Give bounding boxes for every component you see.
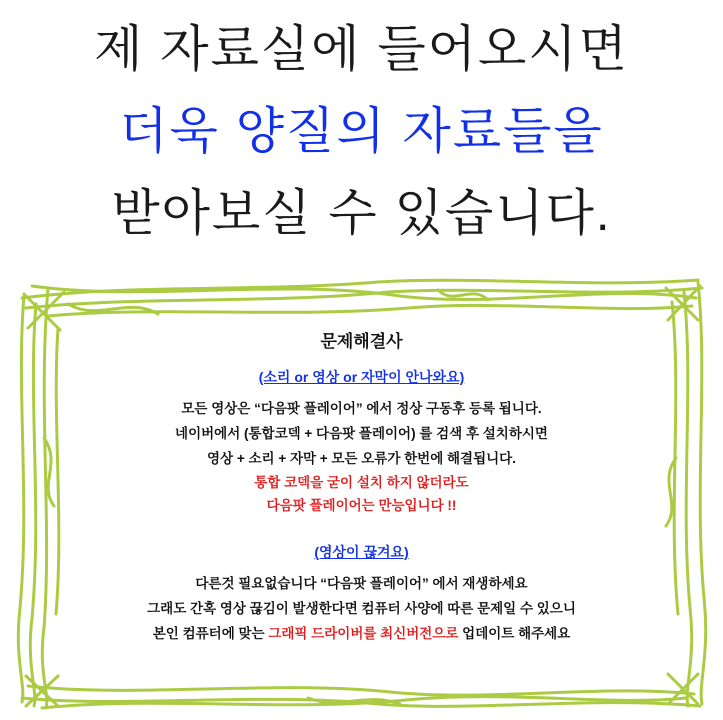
troubleshooting-panel xyxy=(8,268,715,712)
section2-last-before: 본인 컴퓨터에 맞는 xyxy=(152,626,269,641)
section-spacer xyxy=(48,517,675,541)
section2-heading: (영상이 끊겨요) xyxy=(314,544,409,560)
section1-line-2: 네이버에서 (통합코덱 + 다음팟 플레이어) 를 검색 후 설치하시면 xyxy=(175,426,548,441)
section2-last-highlight: 그래픽 드라이버를 최신버전으로 xyxy=(268,626,459,641)
headline-line-3: 받아보실 수 있습니다. xyxy=(111,185,612,241)
section1-red-line-1: 통합 코덱을 굳이 설치 하지 않더라도 xyxy=(254,475,469,490)
section2-last-after: 업데이트 해주세요 xyxy=(458,626,571,641)
section2-line-1: 다른것 필요없습니다 “다음팟 플레이어” 에서 재생하세요 xyxy=(195,576,528,591)
section1-heading: (소리 or 영상 or 자막이 안나와요) xyxy=(258,369,465,385)
section1-red-line-2: 다음팟 플레이어는 만능입니다 !! xyxy=(266,498,457,513)
headline-line-2: 더욱 양질의 자료들을 xyxy=(119,103,604,159)
headline-line-1: 제 자료실에 들어오시면 xyxy=(94,21,629,77)
headline-block xyxy=(0,8,723,254)
panel-title: 문제해결사 xyxy=(320,332,403,351)
section1-line-3: 영상 + 소리 + 자막 + 모든 오류가 한번에 해결됩니다. xyxy=(207,451,516,466)
section1-line-1: 모든 영상은 “다음팟 플레이어” 에서 정상 구동후 등록 됩니다. xyxy=(181,401,542,416)
section2-last-line xyxy=(48,621,675,646)
section2-line-2: 그래도 간혹 영상 끊김이 발생한다면 컴퓨터 사양에 따른 문제일 수 있으니 xyxy=(147,601,576,616)
